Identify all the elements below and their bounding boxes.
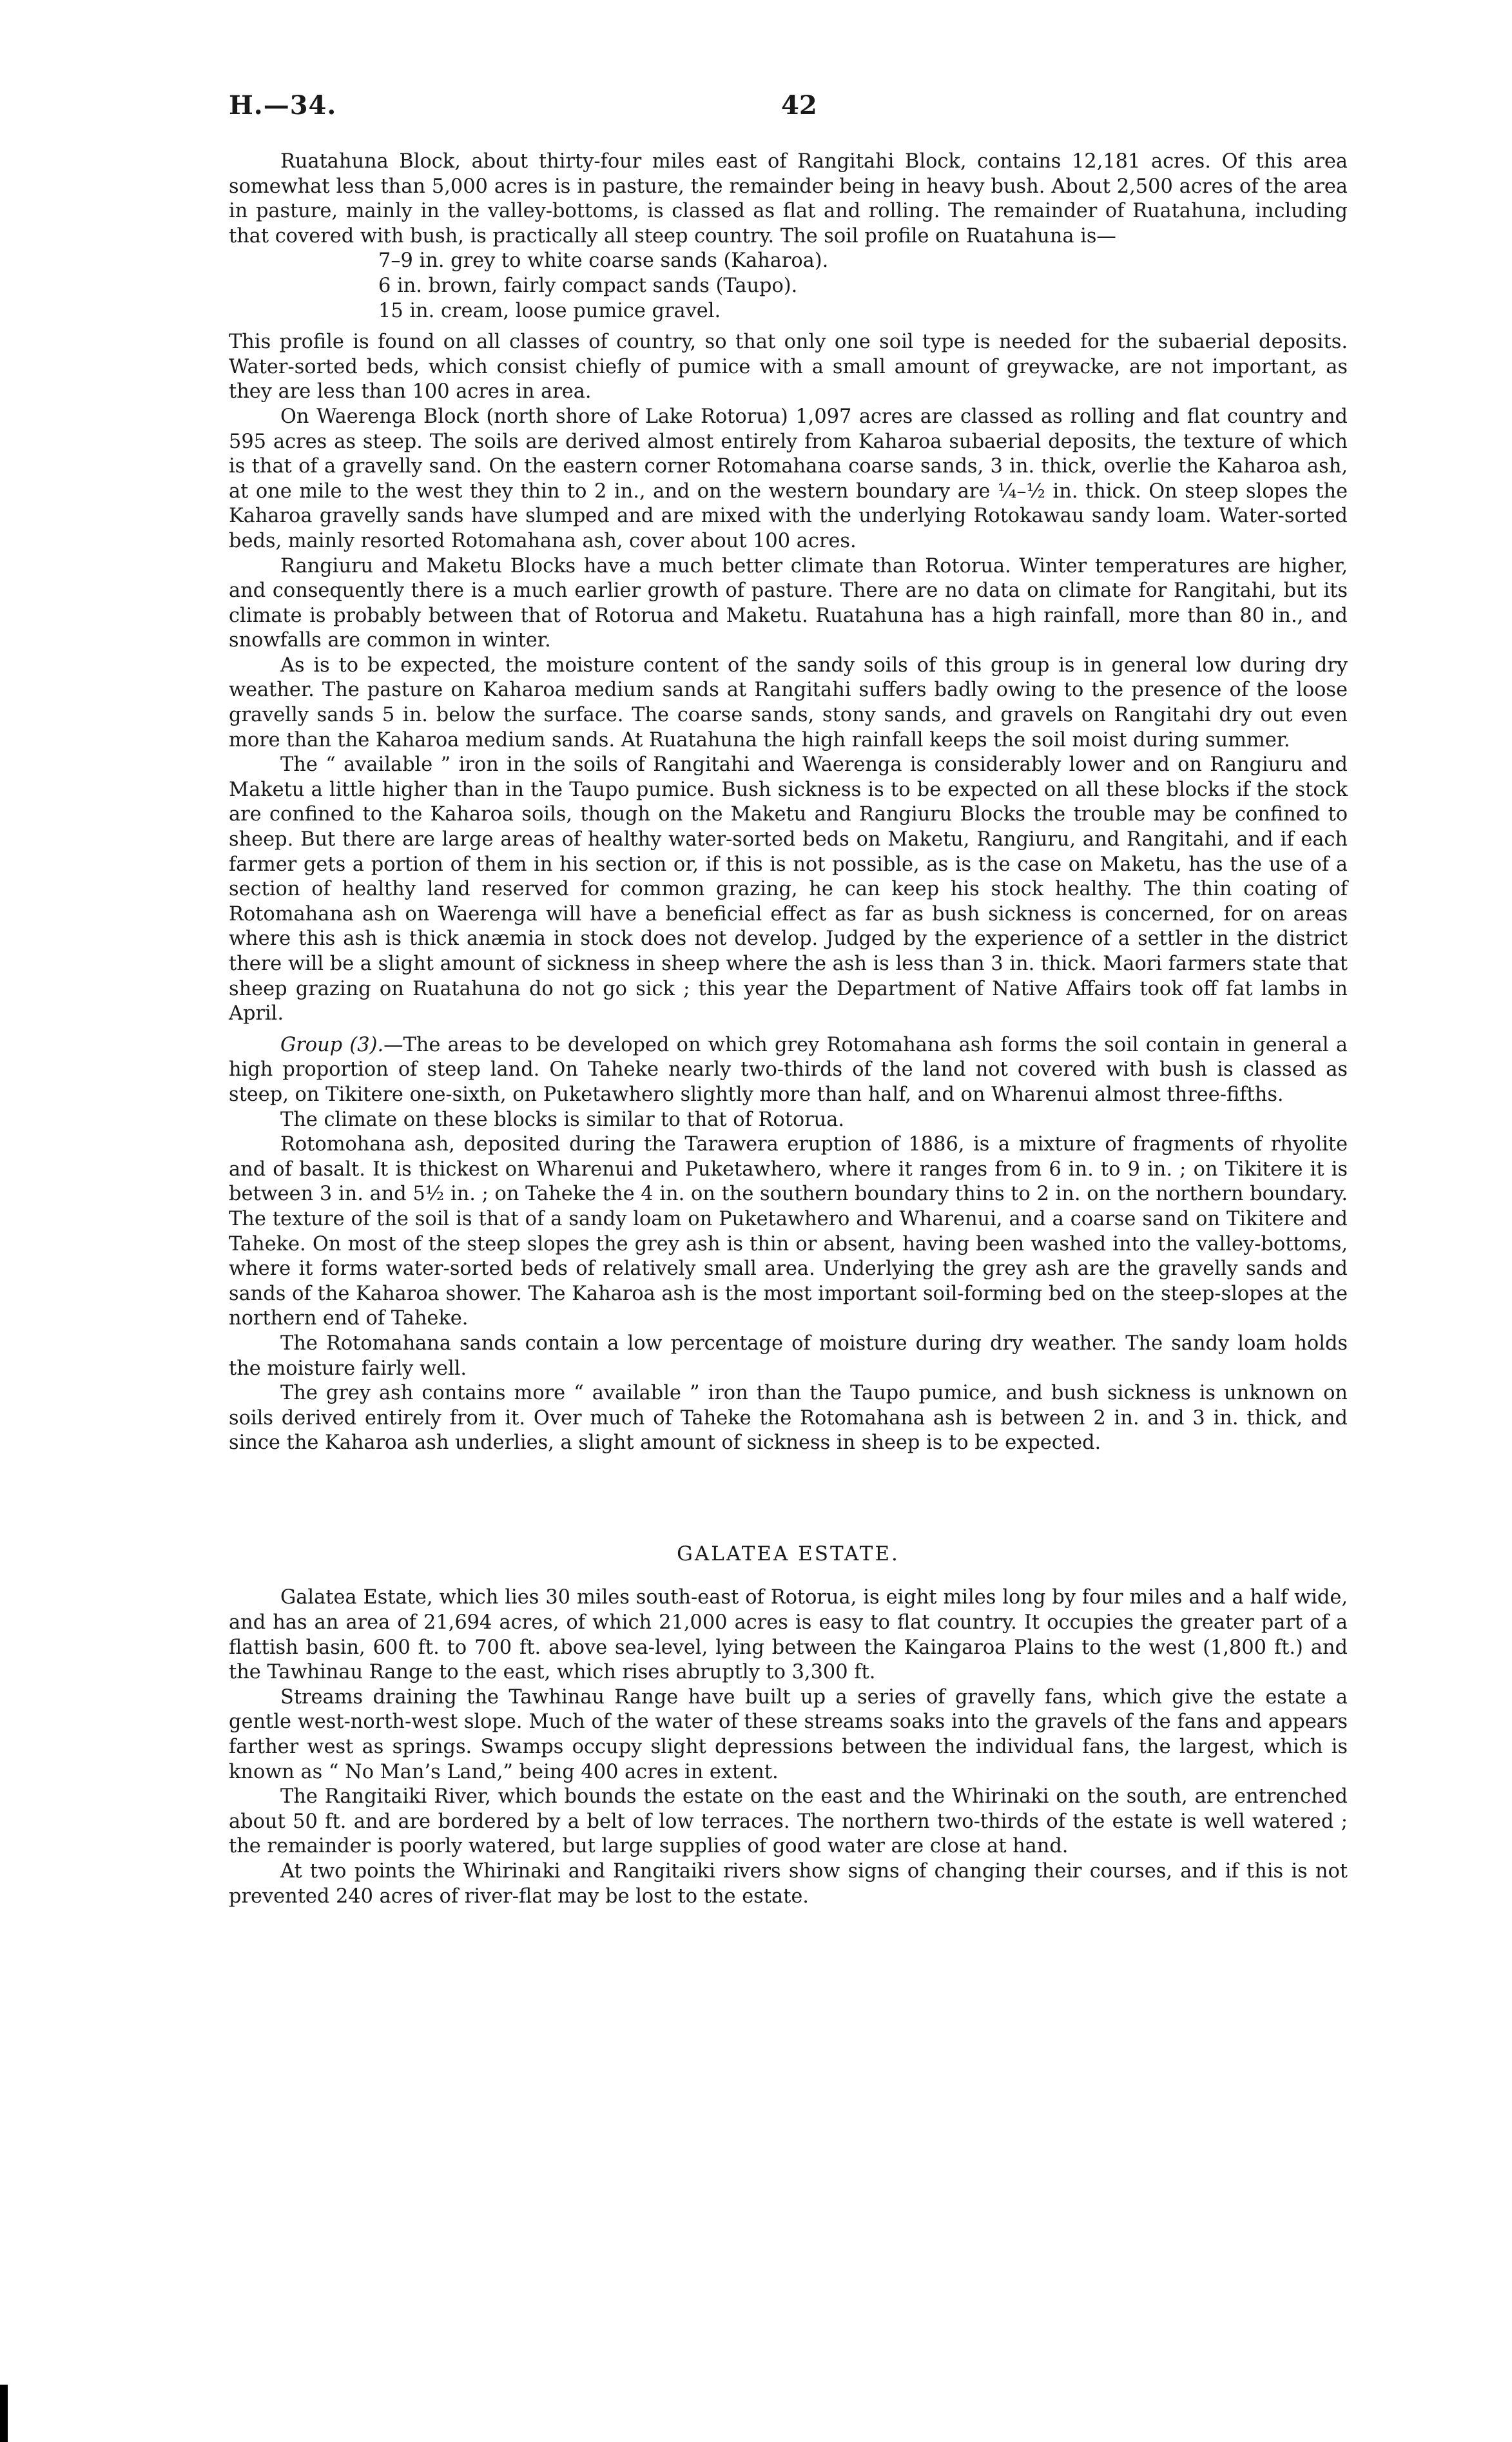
paragraph-ruatahuna: Ruatahuna Block, about thirty-four miles east of Rangitahi Block, contains 12,181 acres. Of this area somewhat less than 5,000 acres is in pasture, the remainder being in heavy bush. About 2,500 acres of the area in pasture, mainly in the valley-bottoms, is classed as flat and rolling. The remainder of Ruatahuna, including that covered with bush, is practically all steep country. The soil profile on Ruatahuna is— [229,150,1348,247]
paragraph-iron: The “ available ” iron in the soils of Rangitahi and Waerenga is considerably lower and on Rangiuru and Maketu a little higher than in the Taupo pumice. Bush sickness is to be expected on all these blocks if the stock are confined to the Kaharoa soils, though on the Maketu and Rangiuru Blocks the trouble may be confined to sheep. But there are large areas of healthy water-sorted beds on Maketu, Rangiuru, and Rangitahi, and if each farmer gets a portion of them in his section or, if this is not possible, as is the case on Maketu, has the use of a section of healthy land reserved for common grazing, he can keep his stock healthy. The thin coating of Rotomahana ash on Waerenga will have a beneficial effect as far as bush sickness is concerned, for on areas where this ash is thick anæmia in stock does not develop. Judged by the experience of a settler in the district there will be a slight amount of sickness in sheep where the ash is less than 3 in. thick. Maori farmers state that sheep grazing on Ruatahuna do not go sick ; this year the Department of Native Affairs took off fat lambs in April. [229,753,1348,1025]
paragraph-galatea-2: Streams draining the Tawhinau Range have built up a series of gravelly fans, which give the estate a gentle west-north-west slope. Much of the water of these streams soaks into the gravels of the fans and appears farther west as springs. Swamps occupy slight depressions between the individual fans, the largest, which is known as “ No Man’s Land,” being 400 acres in extent. [229,1685,1348,1783]
group-label: Group (3). [280,1033,384,1056]
paragraph-group-3 [229,1033,1348,1108]
page-reference: H.—34. [229,90,337,121]
soil-profile-list [378,249,1348,324]
paragraph-rotomahana-sands: The Rotomahana sands contain a low percentage of moisture during dry weather. The sandy loam holds the moisture fairly well. [229,1332,1348,1380]
paragraph-galatea-1: Galatea Estate, which lies 30 miles south-east of Rotorua, is eight miles long by four miles and a half wide, and has an area of 21,694 acres, of which 21,000 acres is easy to flat country. It occupies the greater part of a flattish basin, 600 ft. to 700 ft. above sea-level, lying between the Kaingaroa Plains to the west (1,800 ft.) and the Tawhinau Range to the east, which rises abruptly to 3,300 ft. [229,1586,1348,1684]
paragraph-profile-note: This profile is found on all classes of country, so that only one soil type is needed for the subaerial deposits. Water-sorted beds, which consist chiefly of pumice with a small amount of greywacke, are not important, as they are less than 100 acres in area. [229,331,1348,403]
profile-line: 6 in. brown, fairly compact sands (Taupo). [378,274,798,297]
paragraph-galatea-4: At two points the Whirinaki and Rangitaiki rivers show signs of changing their courses, and if this is not prevented 240 acres of river-flat may be lost to the estate. [229,1860,1348,1908]
paragraph-galatea-3: The Rangitaiki River, which bounds the estate on the east and the Whirinaki on the south, are entrenched about 50 ft. and are bordered by a belt of low terraces. The northern two-thirds of the estate is well watered ; the remainder is poorly watered, but large supplies of good water are close at hand. [229,1785,1348,1858]
page-number: 42 [781,90,817,121]
section-title-galatea: GALATEA ESTATE. [677,1542,900,1565]
paragraph-waerenga: On Waerenga Block (north shore of Lake Rotorua) 1,097 acres are classed as rolling and flat country and 595 acres as steep. The soils are derived almost entirely from Kaharoa subaerial deposits, the texture of which is that of a gravelly sand. On the eastern corner Rotomahana coarse sands, 3 in. thick, overlie the Kaharoa ash, at one mile to the west they thin to 2 in., and on the western boundary are ¼–½ in. thick. On steep slopes the Kaharoa gravelly sands have slumped and are mixed with the underlying Rotokawau sandy loam. Water-sorted beds, mainly resorted Rotomahana ash, cover about 100 acres. [229,405,1348,552]
body-text [229,150,1348,1909]
scan-edge-mark [0,2385,8,2442]
paragraph-climate: Rangiuru and Maketu Blocks have a much better climate than Rotorua. Winter temperatures are higher, and consequently there is a much earlier growth of pasture. There are no data on climate for Rangitahi, but its climate is probably between that of Rotorua and Maketu. Ruatahuna has a high rainfall, more than 80 in., and snowfalls are common in winter. [229,554,1348,652]
profile-line: 7–9 in. grey to white coarse sands (Kaharoa). [378,249,829,273]
group-text: —The areas to be developed on which grey Rotomahana ash forms the soil contain in general a high proportion of steep land. On Taheke nearly two-thirds of the land not covered with bush is classed as steep, on Tikitere one-sixth, on Puketawhero slightly more than half, and on Wharenui almost three-fifths. [229,1033,1348,1106]
paragraph-grey-ash: The grey ash contains more “ available ” iron than the Taupo pumice, and bush sickness is unknown on soils derived entirely from it. Over much of Taheke the Rotomahana ash is between 2 in. and 3 in. thick, and since the Kaharoa ash underlies, a slight amount of sickness in sheep is to be expected. [229,1382,1348,1455]
profile-line: 15 in. cream, loose pumice gravel. [378,299,721,322]
paragraph-climate-rotorua: The climate on these blocks is similar to that of Rotorua. [280,1108,845,1131]
paragraph-moisture: As is to be expected, the moisture content of the sandy soils of this group is in general low during dry weather. The pasture on Kaharoa medium sands at Rangitahi suffers badly owing to the presence of the loose gravelly sands 5 in. below the surface. The coarse sands, stony sands, and gravels on Rangitahi dry out even more than the Kaharoa medium sands. At Ruatahuna the high rainfall keeps the soil moist during summer. [229,654,1348,751]
paragraph-rotomahana-ash: Rotomohana ash, deposited during the Tarawera eruption of 1886, is a mixture of fragments of rhyolite and of basalt. It is thickest on Wharenui and Puketawhero, where it ranges from 6 in. to 9 in. ; on Tikitere it is between 3 in. and 5½ in. ; on Taheke the 4 in. on the southern boundary thins to 2 in. on the northern boundary. The texture of the soil is that of a sandy loam on Puketawhero and Wharenui, and a coarse sand on Tikitere and Taheke. On most of the steep slopes the grey ash is thin or absent, having been washed into the valley-bottoms, where it forms water-sorted beds of relatively small area. Underlying the grey ash are the gravelly sands and sands of the Kaharoa shower. The Kaharoa ash is the most important soil-forming bed on the steep-slopes at the northern end of Taheke. [229,1133,1348,1330]
